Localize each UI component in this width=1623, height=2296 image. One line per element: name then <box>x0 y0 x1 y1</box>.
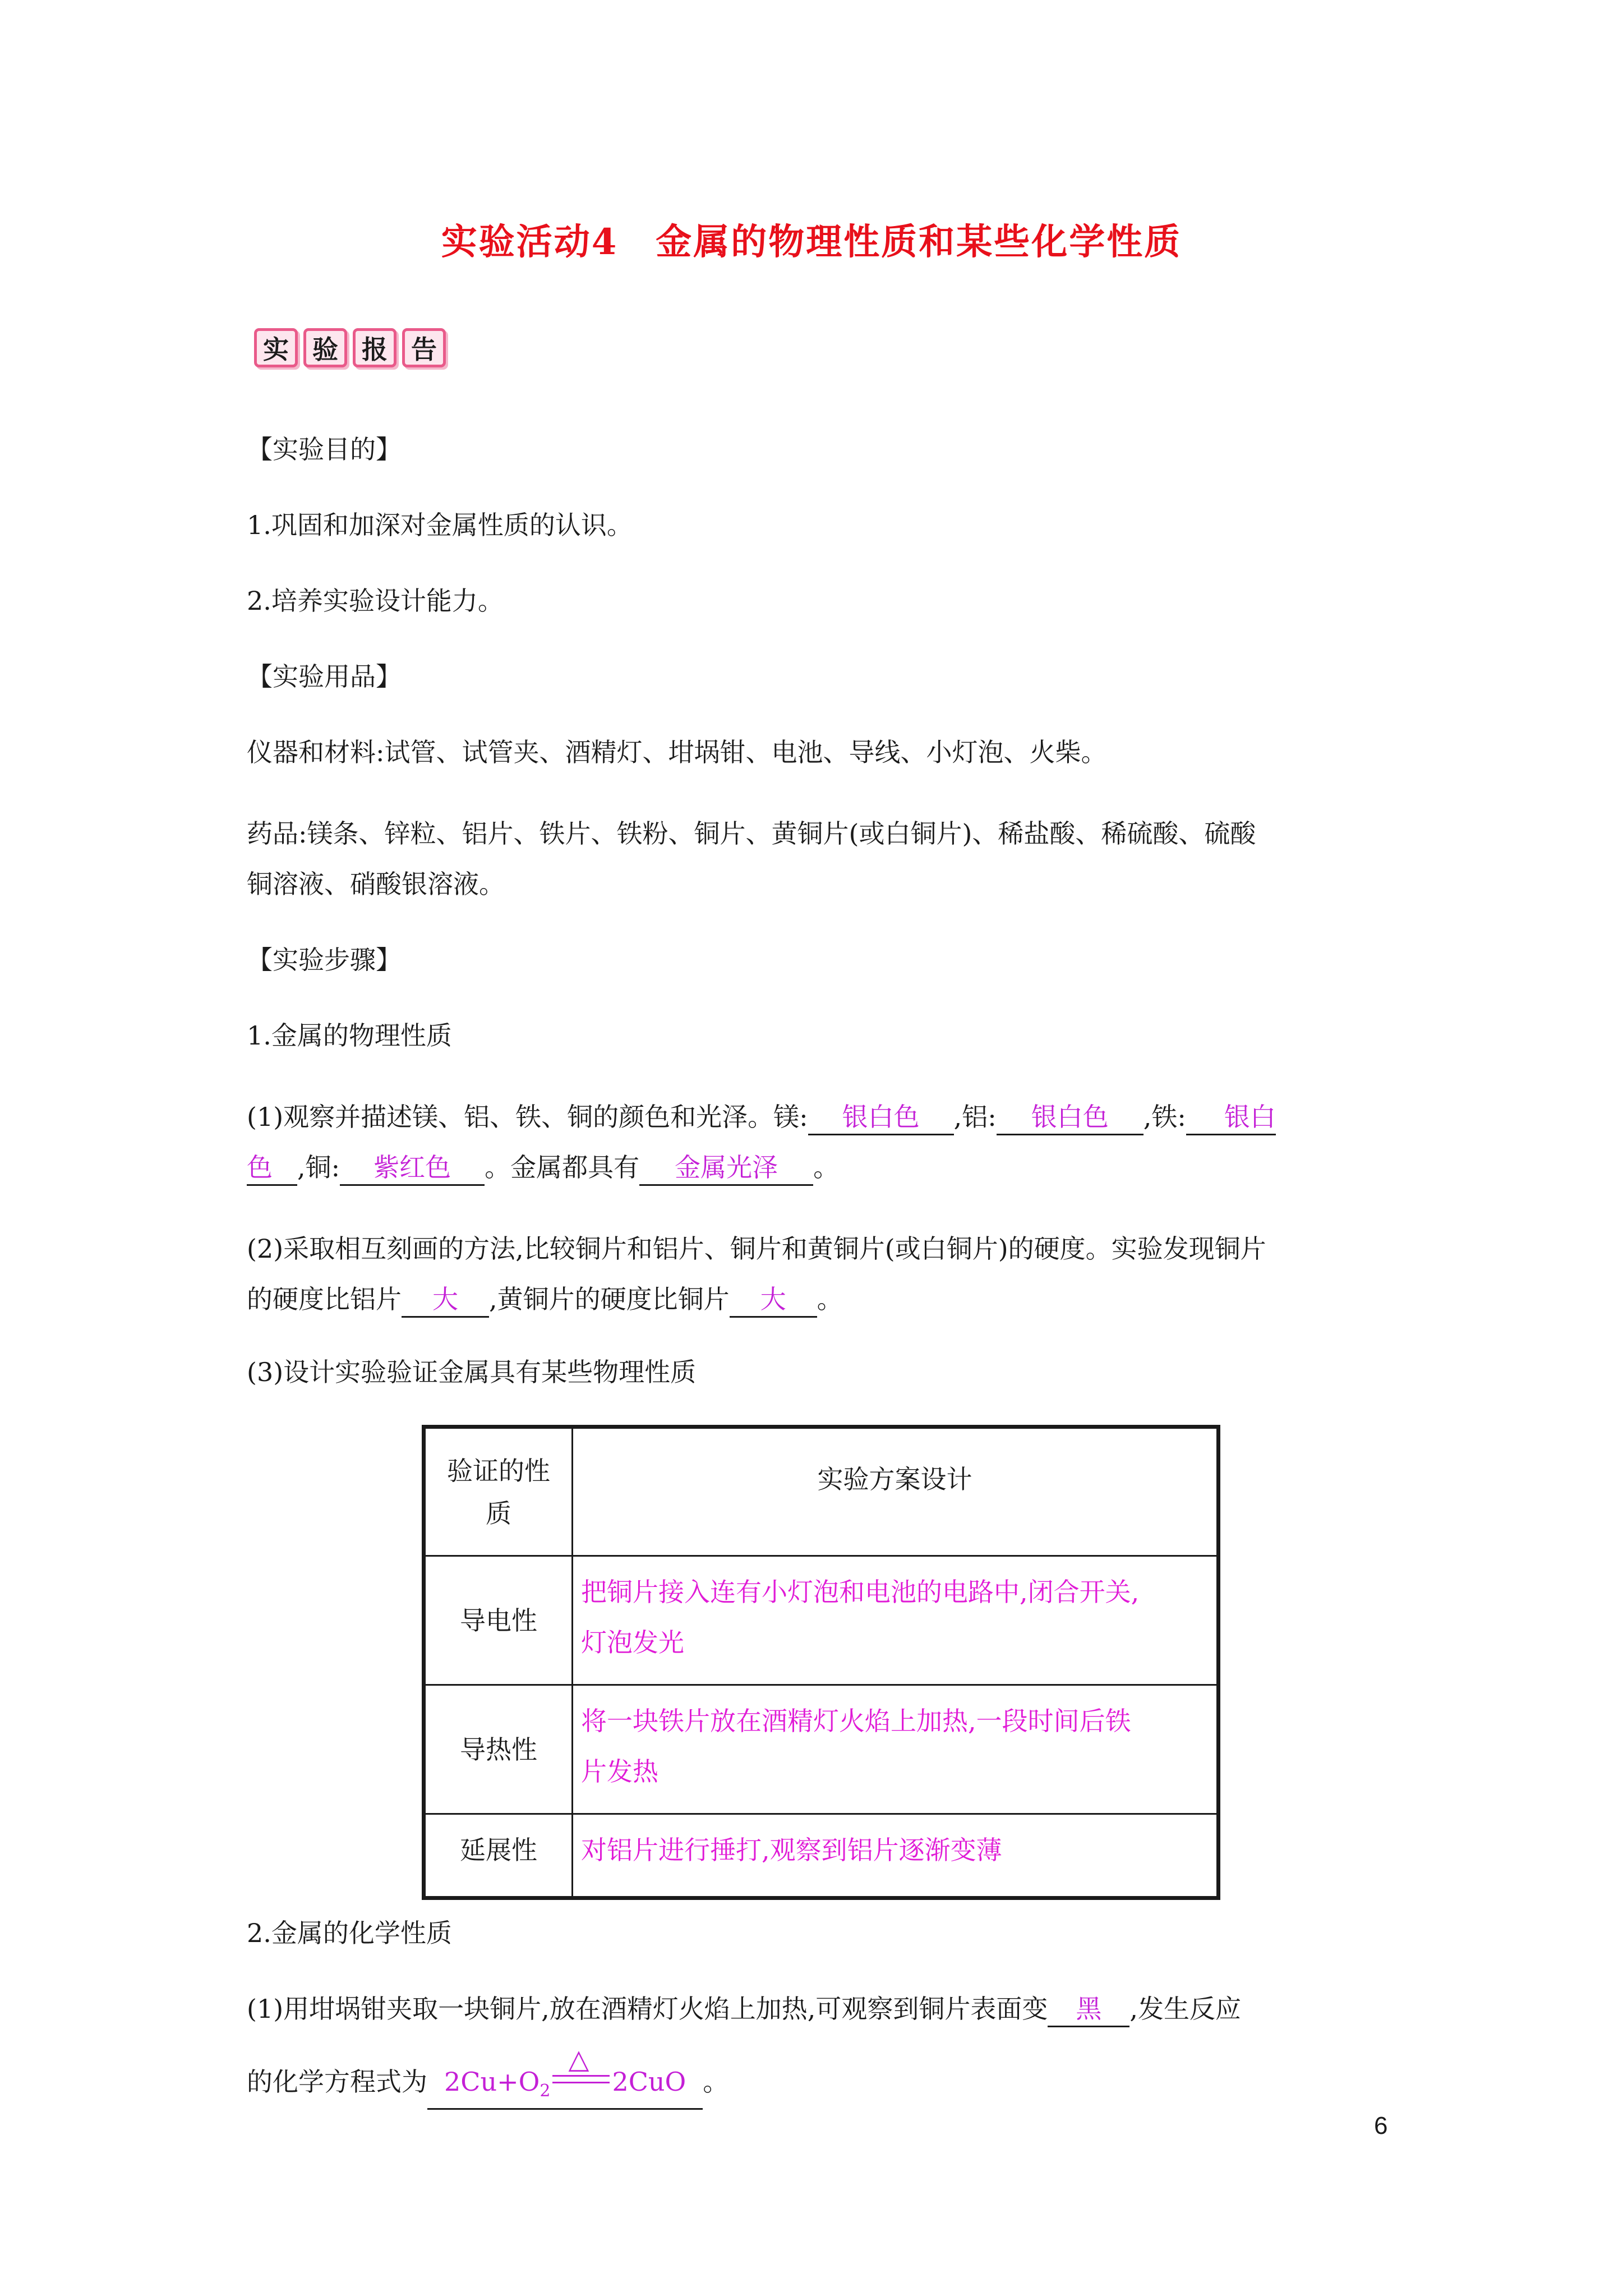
chemical-q1-line-2: 的化学方程式为 $2Cu+O_2$ △ 2CuO 。 <box>247 2056 728 2110</box>
chemical-q1-line-1: (1)用坩埚钳夹取一块铜片,放在酒精灯火焰上加热,可观察到铜片表面变 黑 ,发生反应 <box>247 1983 1241 2035</box>
question-2-line-2: 的硬度比铝片 大 ,黄铜片的硬度比铜片 大 。 <box>247 1273 843 1325</box>
chemical-heading: 2.金属的化学性质 <box>247 1918 452 1948</box>
question-3: (3)设计实验验证金属具有某些物理性质 <box>247 1357 697 1387</box>
answer-al: 银白色 <box>997 1100 1144 1135</box>
question-1-line-1: (1)观察并描述镁、铝、铁、铜的颜色和光泽。镁: 银白色 ,铝: 银白色 ,铁: 银白 <box>247 1091 1276 1143</box>
cell-property: 导电性 <box>424 1556 573 1685</box>
answer-luster: 金属光泽 <box>639 1151 813 1186</box>
answer-hardness-2: 大 <box>730 1282 817 1318</box>
cell-property: 延展性 <box>424 1814 573 1898</box>
experiment-design-table <box>422 1425 1220 1900</box>
answer-equation: $2Cu+O_2$ △ 2CuO <box>427 2065 703 2110</box>
purpose-item-1: 1.巩固和加深对金属性质的认识。 <box>247 510 633 540</box>
header-property: 验证的性 质 <box>424 1427 573 1556</box>
table-row <box>424 1814 1219 1898</box>
table-header-row <box>424 1427 1219 1556</box>
cell-property: 导热性 <box>424 1685 573 1814</box>
instruments-text: 仪器和材料:试管、试管夹、酒精灯、坩埚钳、电池、导线、小灯泡、火柴。 <box>247 737 1107 767</box>
question-2-line-1: (2)采取相互刻画的方法,比较铜片和铝片、铜片和黄铜片(或白铜片)的硬度。实验发现铜片 <box>247 1234 1266 1264</box>
answer-color-black: 黑 <box>1048 1992 1129 2027</box>
section-purpose: 【实验目的】 <box>247 434 402 464</box>
answer-hardness-1: 大 <box>402 1282 489 1318</box>
answer-fe: 银白 <box>1186 1100 1276 1135</box>
cell-design: 把铜片接入连有小灯泡和电池的电路中,闭合开关, 灯泡发光 <box>573 1556 1219 1685</box>
badge-char: 报 <box>353 328 396 367</box>
reagents-text-cont: 铜溶液、硝酸银溶液。 <box>247 869 505 899</box>
answer-mg: 银白色 <box>808 1100 954 1135</box>
badge-char: 告 <box>402 328 446 367</box>
table-row <box>424 1556 1219 1685</box>
purpose-item-2: 2.培养实验设计能力。 <box>247 586 504 616</box>
page-title: 实验活动4 金属的物理性质和某些化学性质 <box>441 221 1182 263</box>
heating-condition-icon: △ <box>550 2067 612 2101</box>
physical-heading: 1.金属的物理性质 <box>247 1020 452 1051</box>
page-number: 6 <box>1374 2112 1388 2139</box>
table-row <box>424 1685 1219 1814</box>
section-steps: 【实验步骤】 <box>247 945 402 975</box>
section-materials: 【实验用品】 <box>247 661 402 692</box>
question-1-line-2: 色 ,铜: 紫红色 。金属都具有 金属光泽 。 <box>247 1142 839 1193</box>
badge-char: 验 <box>303 328 347 367</box>
cell-design: 对铝片进行捶打,观察到铝片逐渐变薄 <box>573 1814 1219 1898</box>
answer-fe-cont: 色 <box>247 1151 297 1186</box>
experiment-report-badge <box>254 328 446 367</box>
cell-design: 将一块铁片放在酒精灯火焰上加热,一段时间后铁 片发热 <box>573 1685 1219 1814</box>
reagents-text: 药品:镁条、锌粒、铝片、铁片、铁粉、铜片、黄铜片(或白铜片)、稀盐酸、稀硫酸、硫酸 <box>247 818 1256 849</box>
answer-cu: 紫红色 <box>340 1151 485 1186</box>
badge-char: 实 <box>254 328 298 367</box>
header-design: 实验方案设计 <box>573 1427 1219 1556</box>
